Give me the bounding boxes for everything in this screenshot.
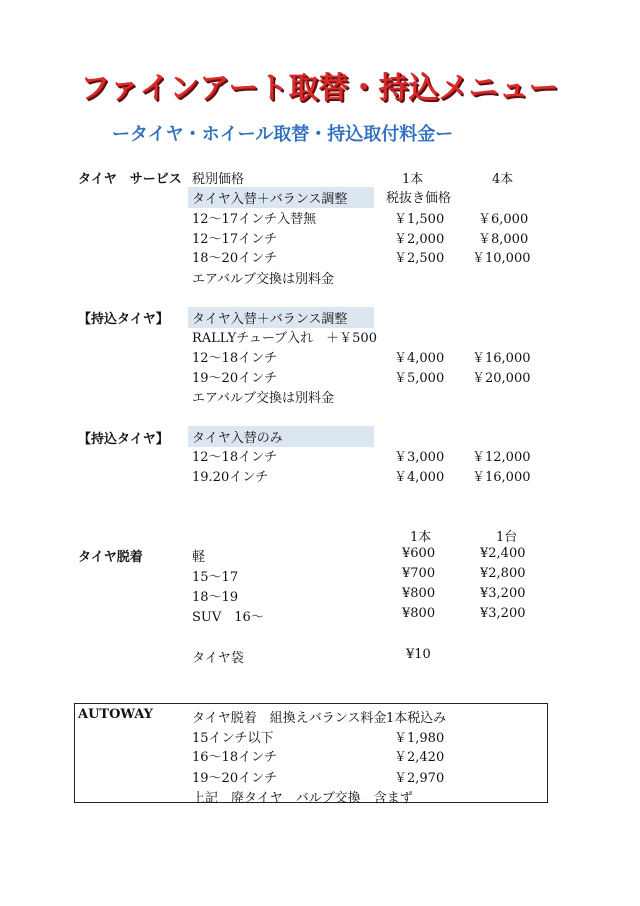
- tax-excluded-note: 税抜き価格: [386, 191, 452, 206]
- row-price-1: ￥1,980: [394, 731, 445, 746]
- column-header-set: 1台: [496, 530, 518, 545]
- row-price-1: ¥600: [402, 546, 436, 561]
- column-header-four: 4本: [492, 172, 514, 187]
- row-name: 12～17インチ: [192, 232, 278, 247]
- row-price-set: ¥3,200: [480, 586, 526, 601]
- row-price-4: ￥16,000: [472, 470, 531, 485]
- air-valve-note: エアバルブ交換は別料金: [192, 272, 334, 287]
- row-price-4: ￥10,000: [472, 251, 531, 266]
- rally-tube-note: RALLYチューブ入れ ＋￥500: [192, 331, 377, 346]
- tire-bag-price: ¥10: [406, 647, 431, 662]
- row-price-1: ￥1,500: [394, 212, 445, 227]
- row-name: 19～20インチ: [192, 771, 278, 786]
- row-name: 18～20インチ: [192, 251, 278, 266]
- row-name: 19.20インチ: [192, 470, 269, 485]
- row-price-set: ¥2,400: [480, 546, 526, 561]
- row-name: 12～17インチ入替無: [192, 212, 317, 227]
- row-price-1: ￥4,000: [394, 470, 445, 485]
- air-valve-note: エアバルブ交換は別料金: [192, 391, 334, 406]
- section-label-bring-in-tire: 【持込タイヤ】: [78, 312, 169, 327]
- row-name: 軽: [192, 550, 206, 565]
- section-label-bring-in-tire: 【持込タイヤ】: [78, 432, 169, 447]
- column-header-price: 税別価格: [192, 172, 245, 187]
- section-label-tire-removal: タイヤ脱着: [78, 550, 143, 565]
- row-price-1: ￥2,500: [394, 251, 445, 266]
- section-label-autoway: AUTOWAY: [78, 707, 153, 722]
- row-name: 15～17: [192, 570, 239, 585]
- column-header-one: 1本: [410, 530, 432, 545]
- row-price-1: ￥3,000: [394, 450, 445, 465]
- row-price-4: ￥12,000: [472, 450, 531, 465]
- row-name: 12～18インチ: [192, 450, 278, 465]
- row-price-1: ￥2,420: [394, 750, 445, 765]
- page-title: ファインアート取替・持込メニュー: [80, 71, 559, 106]
- row-price-set: ¥3,200: [480, 606, 526, 621]
- row-price-1: ¥700: [402, 566, 436, 581]
- row-name: SUV 16～: [192, 610, 264, 625]
- highlight-service: タイヤ入替＋バランス調整: [188, 187, 374, 208]
- tire-bag-label: タイヤ袋: [192, 651, 244, 666]
- row-name: 15インチ以下: [192, 731, 274, 746]
- autoway-header: タイヤ脱着 組換えバランス料金: [192, 711, 387, 726]
- row-name: 19～20インチ: [192, 371, 278, 386]
- row-name: 18～19: [192, 590, 239, 605]
- row-price-set: ¥2,800: [480, 566, 526, 581]
- page-subtitle: ータイヤ・ホイール取替・持込取付料金ー: [112, 124, 454, 145]
- row-price-1: ￥5,000: [394, 371, 445, 386]
- autoway-footnote: 上記 廃タイヤ バルブ交換 含まず: [192, 791, 413, 806]
- column-header-tax-included: 1本税込み: [386, 711, 447, 726]
- row-price-1: ￥2,000: [394, 232, 445, 247]
- row-name: 12～18インチ: [192, 351, 278, 366]
- row-price-1: ￥2,970: [394, 771, 445, 786]
- row-name: 16～18インチ: [192, 750, 278, 765]
- row-price-1: ¥800: [402, 606, 436, 621]
- highlight-service: タイヤ入替のみ: [188, 426, 374, 447]
- section-label-tire-service: タイヤ サービス: [78, 172, 182, 187]
- row-price-4: ￥8,000: [478, 232, 529, 247]
- row-price-4: ￥6,000: [478, 212, 529, 227]
- row-price-4: ￥16,000: [472, 351, 531, 366]
- row-price-4: ￥20,000: [472, 371, 531, 386]
- highlight-service: タイヤ入替＋バランス調整: [188, 307, 374, 328]
- row-price-1: ¥800: [402, 586, 436, 601]
- row-price-1: ￥4,000: [394, 351, 445, 366]
- column-header-one: 1本: [402, 172, 424, 187]
